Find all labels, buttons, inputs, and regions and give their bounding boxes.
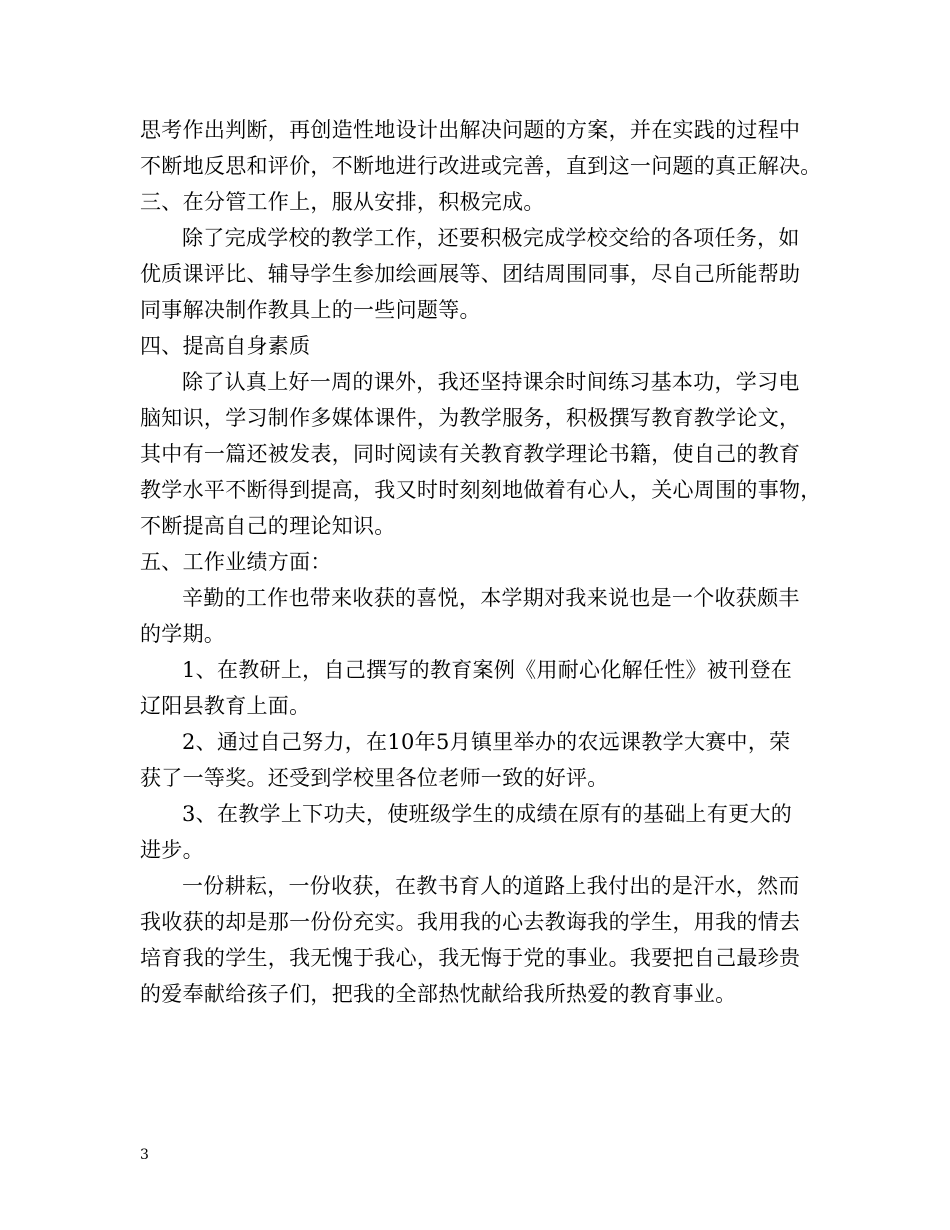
section-heading: 三、在分管工作上，服从安排，积极完成。: [140, 190, 545, 214]
text-line: 3、在教学上下功夫，使班级学生的成绩在原有的基础上有更大的: [182, 802, 793, 826]
text-line: 不断地反思和评价，不断地进行改进或完善，直到这一问题的真正解决。: [140, 154, 822, 178]
text-line: 的学期。: [140, 622, 226, 646]
text-line: 辽阳县教育上面。: [140, 694, 311, 718]
text-line: 不断提高自己的理论知识。: [140, 514, 396, 538]
text-line: 同事解决制作教具上的一些问题等。: [140, 298, 481, 322]
text-line: 2、通过自己努力，在10年5月镇里举办的农远课教学大赛中，荣: [182, 730, 791, 754]
text-line: 一份耕耘，一份收获，在教书育人的道路上我付出的是汗水，然而: [182, 874, 800, 898]
section-heading: 四、提高自身素质: [140, 334, 311, 358]
text-line: 教学水平不断得到提高，我又时时刻刻地做着有心人，关心周围的事物，: [140, 478, 822, 502]
text-line: 脑知识，学习制作多媒体课件，为教学服务，积极撰写教育教学论文，: [140, 406, 801, 430]
text-line: 1、在教研上，自己撰写的教育案例《用耐心化解任性》被刊登在: [182, 658, 793, 682]
text-line: 优质课评比、辅导学生参加绘画展等、团结周围同事，尽自己所能帮助: [140, 262, 801, 286]
text-line: 其中有一篇还被发表，同时阅读有关教育教学理论书籍，使自己的教育: [140, 442, 801, 466]
text-line: 获了一等奖。还受到学校里各位老师一致的好评。: [140, 766, 609, 790]
text-line: 辛勤的工作也带来收获的喜悦，本学期对我来说也是一个收获颇丰: [182, 586, 800, 610]
text-line: 进步。: [140, 838, 204, 862]
text-line: 除了完成学校的教学工作，还要积极完成学校交给的各项任务，如: [182, 226, 800, 250]
text-line: 培育我的学生，我无愧于我心，我无悔于党的事业。我要把自己最珍贵: [140, 946, 801, 970]
text-line: 的爱奉献给孩子们，把我的全部热忱献给我所热爱的教育事业。: [140, 982, 737, 1006]
text-line: 我收获的却是那一份份充实。我用我的心去教诲我的学生，用我的情去: [140, 910, 801, 934]
page-number: 3: [140, 1147, 149, 1163]
section-heading: 五、工作业绩方面：: [140, 550, 332, 574]
text-line: 除了认真上好一周的课外，我还坚持课余时间练习基本功，学习电: [182, 370, 800, 394]
text-line: 思考作出判断，再创造性地设计出解决问题的方案，并在实践的过程中: [140, 118, 801, 142]
